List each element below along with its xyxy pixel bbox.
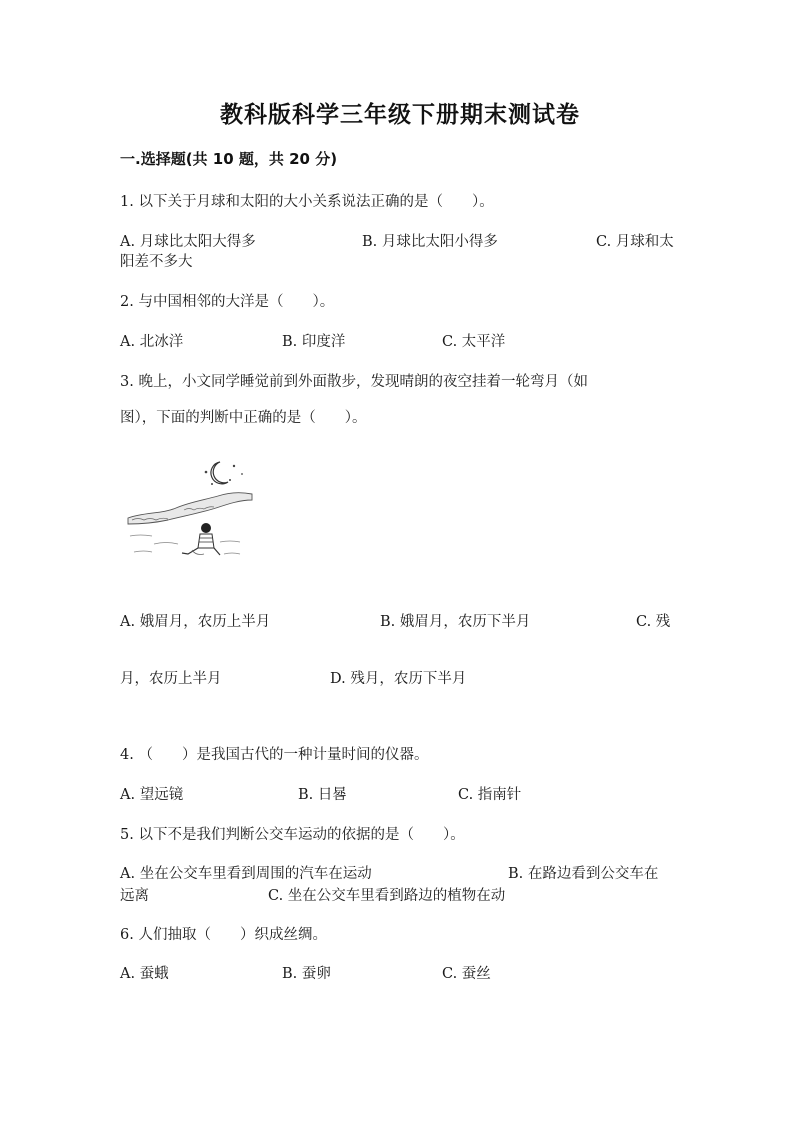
question-1-option-b: B. 月球比太阳小得多: [362, 234, 498, 250]
question-4-stem: 4. （ ）是我国古代的一种计量时间的仪器。: [120, 747, 429, 763]
question-6-option-b: B. 蚕卵: [282, 966, 331, 982]
section-heading: 一.选择题(共 10 题，共 20 分): [120, 150, 338, 168]
question-4-option-a: A. 望远镜: [120, 787, 184, 803]
page-title: 教科版科学三年级下册期末测试卷: [220, 102, 580, 128]
star-icon: [233, 465, 235, 467]
question-5-option-a: A. 坐在公交车里看到周围的汽车在运动: [120, 866, 372, 882]
child-figure: [182, 523, 220, 555]
question-3-option-d: D. 残月，农历下半月: [330, 671, 467, 687]
question-3-stem-line2: 图），下面的判断中正确的是（ ）。: [120, 410, 367, 426]
question-1-option-c: C. 月球和太: [596, 234, 674, 250]
question-3-option-b: B. 娥眉月，农历下半月: [380, 614, 531, 630]
star-icon: [229, 479, 231, 481]
question-1-option-a: A. 月球比太阳大得多: [120, 234, 256, 250]
question-5-option-b-cont: 远离: [120, 888, 149, 904]
question-3-option-c: C. 残: [636, 614, 671, 630]
question-2-option-c: C. 太平洋: [442, 334, 506, 350]
question-2-stem: 2. 与中国相邻的大洋是（ ）。: [120, 294, 335, 310]
question-5-option-b: B. 在路边看到公交车在: [508, 866, 659, 882]
question-6-option-a: A. 蚕蛾: [120, 966, 169, 982]
question-2-option-a: A. 北冰洋: [120, 334, 184, 350]
star-icon: [211, 483, 213, 485]
question-5-option-c: C. 坐在公交车里看到路边的植物在动: [268, 888, 506, 904]
star-icon: [241, 473, 243, 475]
question-2-option-b: B. 印度洋: [282, 334, 346, 350]
crescent-moon-icon: [211, 462, 228, 484]
question-1-stem: 1. 以下关于月球和太阳的大小关系说法正确的是（ ）。: [120, 194, 494, 210]
question-3-option-a: A. 娥眉月，农历上半月: [120, 614, 271, 630]
question-6-option-c: C. 蚕丝: [442, 966, 491, 982]
question-4-option-b: B. 日晷: [298, 787, 347, 803]
star-icon: [205, 471, 208, 474]
question-6-stem: 6. 人们抽取（ ）织成丝绸。: [120, 927, 327, 943]
question-5-stem: 5. 以下不是我们判断公交车运动的依据的是（ ）。: [120, 827, 465, 843]
question-3-option-c-cont: 月，农历上半月: [120, 671, 222, 687]
question-4-option-c: C. 指南针: [458, 787, 522, 803]
question-3-stem-line1: 3. 晚上，小文同学睡觉前到外面散步，发现晴朗的夜空挂着一轮弯月（如: [120, 374, 588, 390]
night-moon-figure: [124, 458, 256, 566]
question-1-option-c-cont: 阳差不多大: [120, 254, 193, 270]
